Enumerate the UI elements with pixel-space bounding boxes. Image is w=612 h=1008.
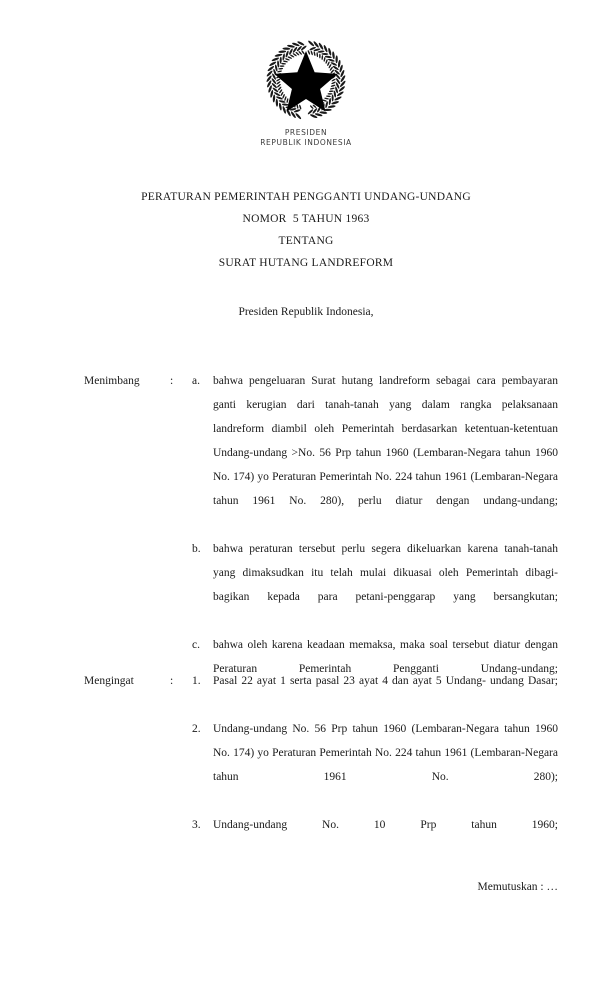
title-line-number: NOMOR 5 TAHUN 1963	[242, 213, 370, 225]
list-text: Undang-undang No. 56 Prp tahun 1960 (Lembaran-Negara tahun 1960 No. 174) yo Peraturan Pemerintah No. 224 tahun 1961 (Lembaran-Negara tahun 1961 No. 280);	[213, 723, 558, 783]
opening-statement: Presiden Republik Indonesia,	[238, 306, 374, 318]
menimbang-label: Menimbang	[84, 375, 140, 387]
title-line-regulation-type: PERATURAN PEMERINTAH PENGGANTI UNDANG-UNDANG	[141, 191, 471, 203]
list-text: bahwa pengeluaran Surat hutang landreform sebagai cara pembayaran ganti kerugian dari tanah-tanah yang dalam rangka pelaksanaan landreform diambil oleh Pemerintah berdasarkan ketentuan-ketentuan Undang-undang >No. 56 Prp tahun 1960 (Lembaran-Negara tahun 1960 No. 174) yo Peraturan Pemerintah No. 224 tahun 1961 (Lembaran-Negara tahun 1961 No. 280), perlu diatur dengan undang-undang;	[213, 375, 558, 507]
menimbang-list	[192, 369, 558, 705]
list-text: Undang-undang No. 10 Prp tahun 1960;	[213, 819, 558, 831]
indonesian-presidential-star-emblem	[262, 36, 350, 124]
list-item	[192, 813, 558, 861]
list-marker: 1.	[192, 675, 201, 687]
list-text: bahwa oleh karena keadaan memaksa, maka soal tersebut diatur dengan Peraturan Pemerintah Pengganti Undang-undang;	[213, 639, 558, 675]
emblem-caption-line1: PRESIDEN	[284, 128, 328, 137]
mengingat-colon: :	[170, 675, 174, 687]
list-marker: a.	[192, 375, 200, 387]
title-line-about: TENTANG	[278, 235, 334, 247]
list-marker: c.	[192, 639, 200, 651]
list-item	[192, 369, 558, 537]
list-marker: 2.	[192, 723, 201, 735]
page-continuation-note: Memutuskan : …	[477, 881, 558, 893]
emblem-caption-line2: REPUBLIK INDONESIA	[260, 138, 352, 147]
mengingat-list	[192, 669, 558, 861]
menimbang-section	[84, 369, 558, 705]
list-item	[192, 717, 558, 813]
list-marker: 3.	[192, 819, 201, 831]
emblem-block	[0, 36, 612, 148]
menimbang-colon: :	[170, 375, 174, 387]
list-text: bahwa peraturan tersebut perlu segera dikeluarkan karena tanah-tanah yang dimaksudkan itu telah mulai dikuasai oleh Pemerintah dibagi-bagikan kepada para petani-penggarap yang bersangkutan;	[213, 543, 558, 603]
title-line-subject: SURAT HUTANG LANDREFORM	[218, 257, 394, 269]
mengingat-section	[84, 669, 558, 861]
document-title-block	[0, 186, 612, 274]
list-marker: b.	[192, 543, 201, 555]
mengingat-label: Mengingat	[84, 675, 134, 687]
list-text: Pasal 22 ayat 1 serta pasal 23 ayat 4 dan ayat 5 Undang- undang Dasar;	[213, 675, 558, 687]
list-item	[192, 669, 558, 717]
list-item	[192, 537, 558, 633]
emblem-caption	[0, 128, 612, 148]
